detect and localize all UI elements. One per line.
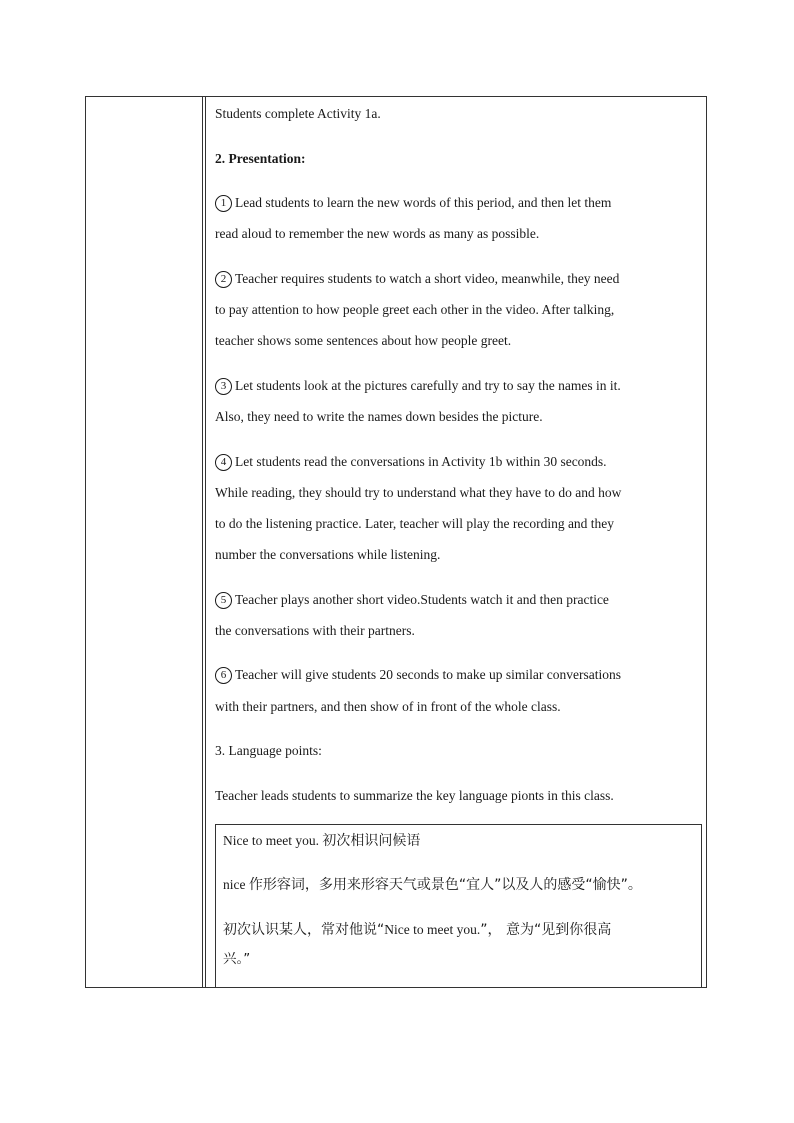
step-1-line-2: read aloud to remember the new words as many as possible. [215, 226, 540, 241]
note-line-3: 初次认识某人，常对他说“Nice to meet you.”， 意为“见到你很高 [223, 922, 612, 938]
step-4-line-3: to do the listening practice. Later, teacher will play the recording and they [215, 516, 615, 531]
step-6-line-2: with their partners, and then show of in front of the whole class. [215, 699, 561, 714]
lesson-table [85, 96, 707, 988]
step-4-line-1: 4 Let students read the conversations in Activity 1b within 30 seconds. [215, 446, 607, 477]
circled-number: 4 [215, 454, 232, 471]
intro-text: Students complete Activity 1a. [215, 106, 381, 121]
circled-number: 1 [215, 195, 232, 212]
language-note-box [215, 824, 702, 988]
circled-number: 3 [215, 378, 232, 395]
step-3-line-2: Also, they need to write the names down besides the picture. [215, 409, 543, 424]
note-line-1: Nice to meet you. 初次相识问候语 [223, 833, 421, 849]
table-left-column [86, 97, 206, 987]
step-2-line-2: to pay attention to how people greet each other in the video. After talking, [215, 302, 615, 317]
step-2-line-1: 2 Teacher requires students to watch a short video, meanwhile, they need [215, 263, 619, 294]
section-heading-language-points: 3. Language points: [215, 743, 322, 758]
step-2-line-3: teacher shows some sentences about how people greet. [215, 333, 512, 348]
step-1-line-1: 1 Lead students to learn the new words of this period, and then let them [215, 187, 611, 218]
circled-number: 6 [215, 667, 232, 684]
step-6-line-1: 6 Teacher will give students 20 seconds to make up similar conversations [215, 659, 621, 690]
step-5-line-2: the conversations with their partners. [215, 623, 415, 638]
step-4-line-2: While reading, they should try to understand what they have to do and how [215, 485, 622, 500]
note-line-2: nice 作形容词，多用来形容天气或景色“宜人”以及人的感受“愉快”。 [223, 877, 642, 893]
step-3-line-1: 3 Let students look at the pictures carefully and try to say the names in it. [215, 370, 621, 401]
circled-number: 2 [215, 271, 232, 288]
section-heading-presentation: 2. Presentation: [215, 151, 306, 166]
step-5-line-1: 5 Teacher plays another short video.Students watch it and then practice [215, 584, 609, 615]
step-4-line-4: number the conversations while listening. [215, 547, 441, 562]
summary-text: Teacher leads students to summarize the key language pionts in this class. [215, 788, 614, 803]
note-line-4: 兴。” [223, 951, 251, 967]
circled-number: 5 [215, 592, 232, 609]
